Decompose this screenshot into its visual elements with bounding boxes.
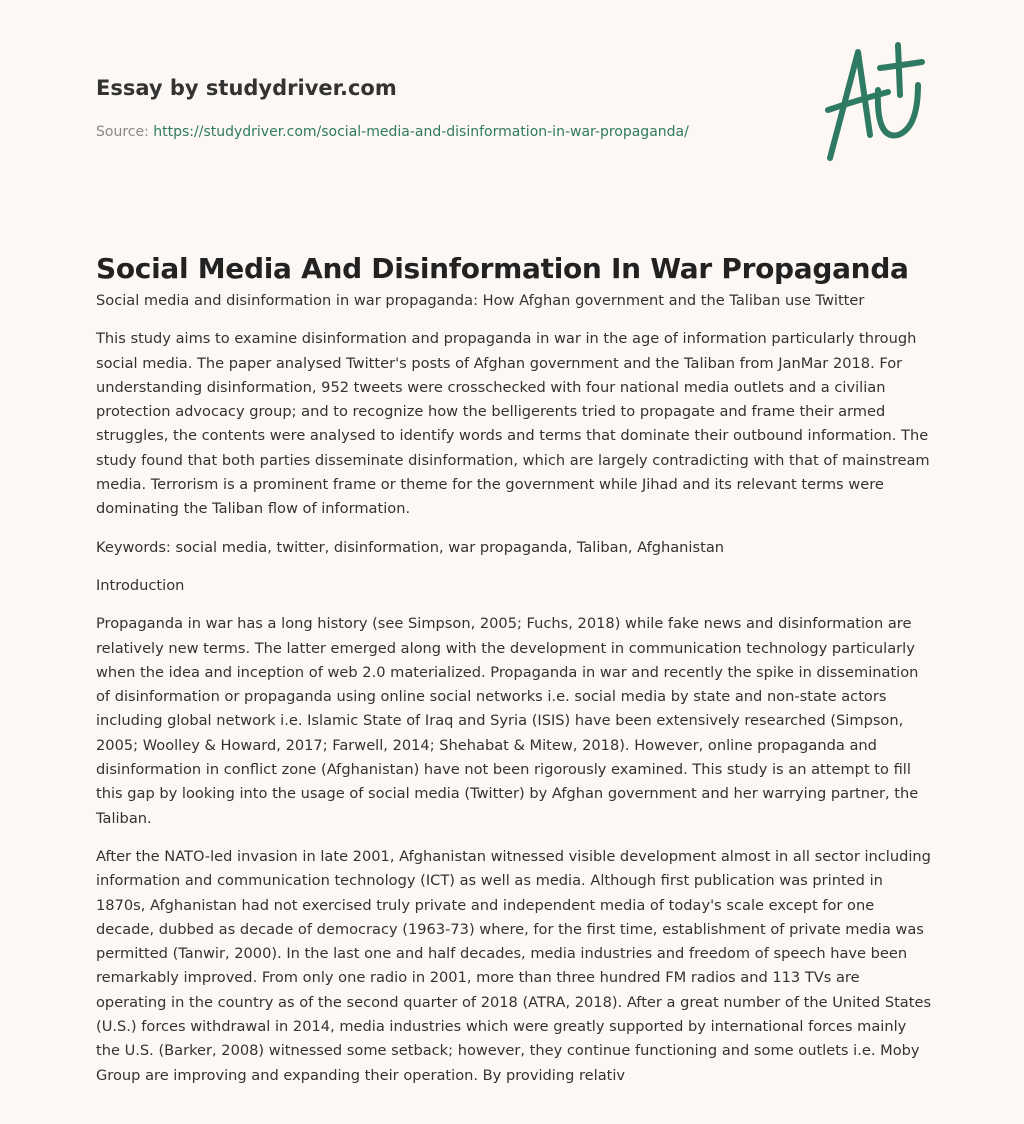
- keywords: Keywords: social media, twitter, disinformation, war propaganda, Taliban, Afghanistan: [96, 538, 725, 556]
- abstract-paragraph: This study aims to examine disinformation and propaganda in war in the age of information particularly through social media. The paper analysed Twitter's posts of Afghan government and the Taliban from JanMar 2018. For understanding disinformation, 952 tweets were crosschecked with four national media outlets and a civilian protection advocacy group; and to recognize how the belligerents tried to propagate and frame their armed struggles, the contents were analysed to identify words and terms that dominate their outbound information. The study found that both parties disseminate disinformation, which are largely contradicting with that of mainstream media. Terrorism is a prominent frame or theme for the government while Jihad and its relevant terms were dominating the Taliban flow of information.: [96, 330, 930, 518]
- article-subtitle: Social media and disinformation in war propaganda: How Afghan government and the Taliban use Twitter: [96, 292, 865, 309]
- section-heading-introduction: Introduction: [96, 576, 185, 594]
- body-paragraph: After the NATO-led invasion in late 2001, Afghanistan witnessed visible development almost in all sector including information and communication technology (ICT) as well as media. Although first publication was printed in 1870s, Afghanistan had not exercised truly private and independent media of today's scale except for one decade, dubbed as decade of democracy (1963-73) where, for the first time, establishment of private media was permitted (Tanwir, 2000). In the last one and half decades, media industries and freedom of speech have been remarkably improved. From only one radio in 2001, more than three hundred FM radios and 113 TVs are operating in the country as of the second quarter of 2018 (ATRA, 2018). After a great number of the United States (U.S.) forces withdrawal in 2014, media industries which were greatly supported by international forces mainly the U.S. (Barker, 2008) witnessed some setback; however, they continue functioning and some outlets i.e. Moby Group are improving and expanding their operation. By providing relativ: [96, 847, 932, 1084]
- article-title: Social Media And Disinformation In War Propaganda: [96, 252, 909, 285]
- source-line: [96, 124, 689, 140]
- source-link[interactable]: https://studydriver.com/social-media-and-disinformation-in-war-propaganda/: [153, 124, 689, 140]
- source-label: Source:: [96, 124, 149, 140]
- body-paragraph: Propaganda in war has a long history (see Simpson, 2005; Fuchs, 2018) while fake news and disinformation are relatively new terms. The latter emerged along with the development in communication technology particularly when the idea and inception of web 2.0 materialized. Propaganda in war and recently the spike in dissemination of disinformation or propaganda using online social networks i.e. social media by state and non-state actors including global network i.e. Islamic State of Iraq and Syria (ISIS) have been extensively researched (Simpson, 2005; Woolley & Howard, 2017; Farwell, 2014; Shehabat & Mitew, 2018). However, online propaganda and disinformation in conflict zone (Afghanistan) have not been rigorously examined. This study is an attempt to fill this gap by looking into the usage of social media (Twitter) by Afghan government and her warrying partner, the Taliban.: [96, 615, 919, 827]
- a-plus-logo-icon: [818, 40, 928, 165]
- brand-title: Essay by studydriver.com: [96, 76, 397, 100]
- article-body: [96, 289, 932, 1102]
